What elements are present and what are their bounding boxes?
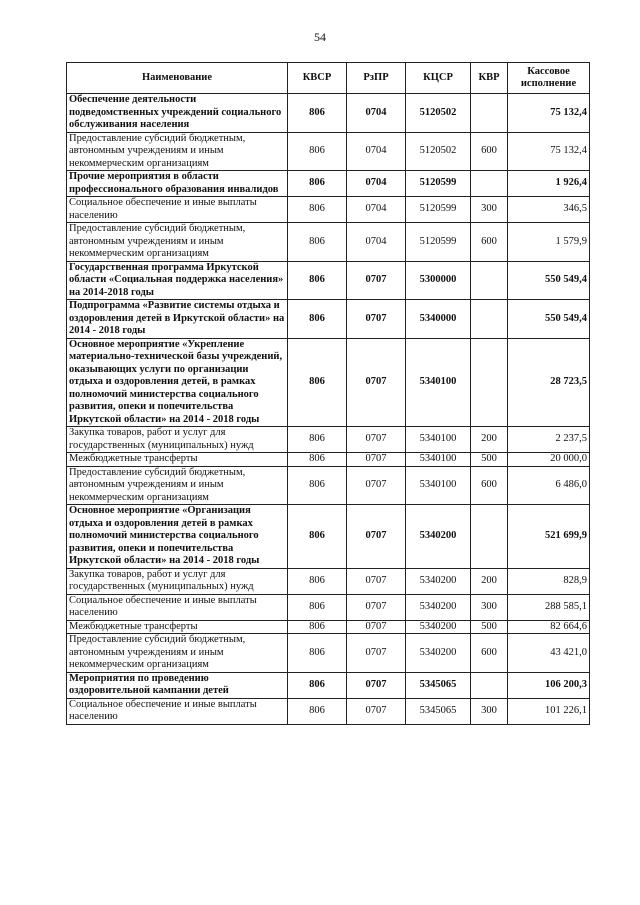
cell-name: Социальное обеспечение и иные выплаты населению	[67, 698, 288, 724]
cell-kvsr: 806	[288, 466, 347, 505]
cell-name: Основное мероприятие «Укрепление материально-технической базы учреждений, оказывающих услуги по организации отдыха и оздоровления детей, в рамках полномочий министерства социального развития, опеки и попечительства Иркутской области» на 2014 - 2018 годы	[67, 338, 288, 427]
cell-rzpr: 0704	[347, 171, 406, 197]
page-number: 54	[314, 30, 326, 44]
cell-kcsr: 5120502	[406, 132, 471, 171]
table-row	[67, 634, 590, 673]
header-kvsr: КВСР	[288, 63, 347, 94]
header-kvr: КВР	[471, 63, 508, 94]
cell-kvr	[471, 672, 508, 698]
cell-kvr: 500	[471, 620, 508, 634]
table-row	[67, 132, 590, 171]
table-row	[67, 505, 590, 569]
cell-rzpr: 0707	[347, 261, 406, 300]
cell-amount: 28 723,5	[508, 338, 590, 427]
cell-kvr: 600	[471, 223, 508, 262]
cell-amount: 550 549,4	[508, 261, 590, 300]
cell-name: Государственная программа Иркутской области «Социальная поддержка населения» на 2014-2018 годы	[67, 261, 288, 300]
header-rzpr: РзПР	[347, 63, 406, 94]
budget-execution-table	[66, 62, 590, 725]
cell-amount: 550 549,4	[508, 300, 590, 339]
table-row	[67, 466, 590, 505]
cell-kvsr: 806	[288, 223, 347, 262]
table-row	[67, 94, 590, 133]
cell-name: Предоставление субсидий бюджетным, автономным учреждениям и иным некоммерческим организациям	[67, 132, 288, 171]
cell-kcsr: 5340000	[406, 300, 471, 339]
cell-kvr: 300	[471, 698, 508, 724]
table-row	[67, 620, 590, 634]
cell-kvsr: 806	[288, 132, 347, 171]
cell-kvsr: 806	[288, 94, 347, 133]
cell-kcsr: 5120599	[406, 223, 471, 262]
cell-amount: 75 132,4	[508, 132, 590, 171]
cell-kvr: 300	[471, 197, 508, 223]
cell-rzpr: 0707	[347, 620, 406, 634]
cell-rzpr: 0707	[347, 466, 406, 505]
cell-rzpr: 0704	[347, 223, 406, 262]
table-row	[67, 427, 590, 453]
cell-name: Социальное обеспечение и иные выплаты населению	[67, 197, 288, 223]
cell-kvr: 500	[471, 453, 508, 467]
header-name: Наименование	[67, 63, 288, 94]
cell-kvsr: 806	[288, 620, 347, 634]
table-row	[67, 171, 590, 197]
cell-kvsr: 806	[288, 672, 347, 698]
cell-rzpr: 0704	[347, 197, 406, 223]
table-header-row	[67, 63, 590, 94]
cell-kvsr: 806	[288, 505, 347, 569]
cell-kcsr: 5340200	[406, 505, 471, 569]
cell-kvr: 200	[471, 427, 508, 453]
cell-rzpr: 0704	[347, 132, 406, 171]
cell-amount: 1 579,9	[508, 223, 590, 262]
cell-kvr	[471, 94, 508, 133]
cell-kvsr: 806	[288, 568, 347, 594]
cell-kvr	[471, 171, 508, 197]
table-row	[67, 300, 590, 339]
cell-amount: 75 132,4	[508, 94, 590, 133]
cell-amount: 43 421,0	[508, 634, 590, 673]
cell-amount: 101 226,1	[508, 698, 590, 724]
cell-kcsr: 5345065	[406, 698, 471, 724]
cell-name: Социальное обеспечение и иные выплаты населению	[67, 594, 288, 620]
cell-kcsr: 5340200	[406, 568, 471, 594]
cell-kvsr: 806	[288, 698, 347, 724]
table-row	[67, 261, 590, 300]
cell-amount: 20 000,0	[508, 453, 590, 467]
cell-kvr	[471, 338, 508, 427]
cell-amount: 288 585,1	[508, 594, 590, 620]
cell-kvsr: 806	[288, 427, 347, 453]
cell-name: Предоставление субсидий бюджетным, автономным учреждениям и иным некоммерческим организациям	[67, 223, 288, 262]
cell-name: Основное мероприятие «Организация отдыха и оздоровления детей в рамках полномочий министерства социального развития, опеки и попечительства Иркутской области» на 2014 - 2018 годы	[67, 505, 288, 569]
cell-rzpr: 0707	[347, 338, 406, 427]
table-row	[67, 223, 590, 262]
cell-name: Закупка товаров, работ и услуг для государственных (муниципальных) нужд	[67, 568, 288, 594]
cell-kvr	[471, 261, 508, 300]
cell-kcsr: 5340200	[406, 620, 471, 634]
cell-amount: 521 699,9	[508, 505, 590, 569]
cell-amount: 828,9	[508, 568, 590, 594]
table-row	[67, 453, 590, 467]
cell-kcsr: 5120599	[406, 197, 471, 223]
cell-kcsr: 5340100	[406, 453, 471, 467]
cell-name: Межбюджетные трансферты	[67, 620, 288, 634]
cell-kvr: 600	[471, 132, 508, 171]
cell-kcsr: 5300000	[406, 261, 471, 300]
cell-kvsr: 806	[288, 338, 347, 427]
table-row	[67, 672, 590, 698]
cell-kvr: 600	[471, 634, 508, 673]
cell-kvsr: 806	[288, 453, 347, 467]
cell-rzpr: 0707	[347, 453, 406, 467]
cell-amount: 82 664,6	[508, 620, 590, 634]
cell-name: Прочие мероприятия в области профессионального образования инвалидов	[67, 171, 288, 197]
table-row	[67, 197, 590, 223]
cell-rzpr: 0707	[347, 594, 406, 620]
cell-amount: 346,5	[508, 197, 590, 223]
cell-rzpr: 0707	[347, 568, 406, 594]
table-row	[67, 594, 590, 620]
cell-kvr	[471, 505, 508, 569]
cell-kvsr: 806	[288, 594, 347, 620]
cell-kcsr: 5340100	[406, 466, 471, 505]
cell-kvsr: 806	[288, 171, 347, 197]
cell-rzpr: 0707	[347, 634, 406, 673]
cell-kvr: 200	[471, 568, 508, 594]
cell-amount: 2 237,5	[508, 427, 590, 453]
cell-kvr: 300	[471, 594, 508, 620]
cell-name: Подпрограмма «Развитие системы отдыха и оздоровления детей в Иркутской области» на 2014 - 2018 годы	[67, 300, 288, 339]
cell-kvsr: 806	[288, 261, 347, 300]
table-row	[67, 338, 590, 427]
cell-kvsr: 806	[288, 634, 347, 673]
cell-kcsr: 5340100	[406, 427, 471, 453]
cell-name: Предоставление субсидий бюджетным, автономным учреждениям и иным некоммерческим организациям	[67, 466, 288, 505]
cell-name: Обеспечение деятельности подведомственных учреждений социального обслуживания населения	[67, 94, 288, 133]
cell-rzpr: 0707	[347, 698, 406, 724]
cell-kcsr: 5120599	[406, 171, 471, 197]
cell-rzpr: 0704	[347, 94, 406, 133]
cell-name: Межбюджетные трансферты	[67, 453, 288, 467]
cell-kvr	[471, 300, 508, 339]
cell-kcsr: 5340200	[406, 634, 471, 673]
cell-name: Предоставление субсидий бюджетным, автономным учреждениям и иным некоммерческим организациям	[67, 634, 288, 673]
cell-kcsr: 5340200	[406, 594, 471, 620]
cell-kcsr: 5340100	[406, 338, 471, 427]
cell-name: Мероприятия по проведению оздоровительной кампании детей	[67, 672, 288, 698]
cell-rzpr: 0707	[347, 300, 406, 339]
cell-rzpr: 0707	[347, 505, 406, 569]
table-row	[67, 698, 590, 724]
cell-name: Закупка товаров, работ и услуг для государственных (муниципальных) нужд	[67, 427, 288, 453]
cell-amount: 6 486,0	[508, 466, 590, 505]
cell-rzpr: 0707	[347, 427, 406, 453]
cell-kvsr: 806	[288, 197, 347, 223]
cell-kvr: 600	[471, 466, 508, 505]
cell-kcsr: 5120502	[406, 94, 471, 133]
table-row	[67, 568, 590, 594]
cell-kcsr: 5345065	[406, 672, 471, 698]
header-kcsr: КЦСР	[406, 63, 471, 94]
header-amount: Кассовое исполнение	[508, 63, 590, 94]
cell-amount: 106 200,3	[508, 672, 590, 698]
cell-amount: 1 926,4	[508, 171, 590, 197]
cell-rzpr: 0707	[347, 672, 406, 698]
cell-kvsr: 806	[288, 300, 347, 339]
